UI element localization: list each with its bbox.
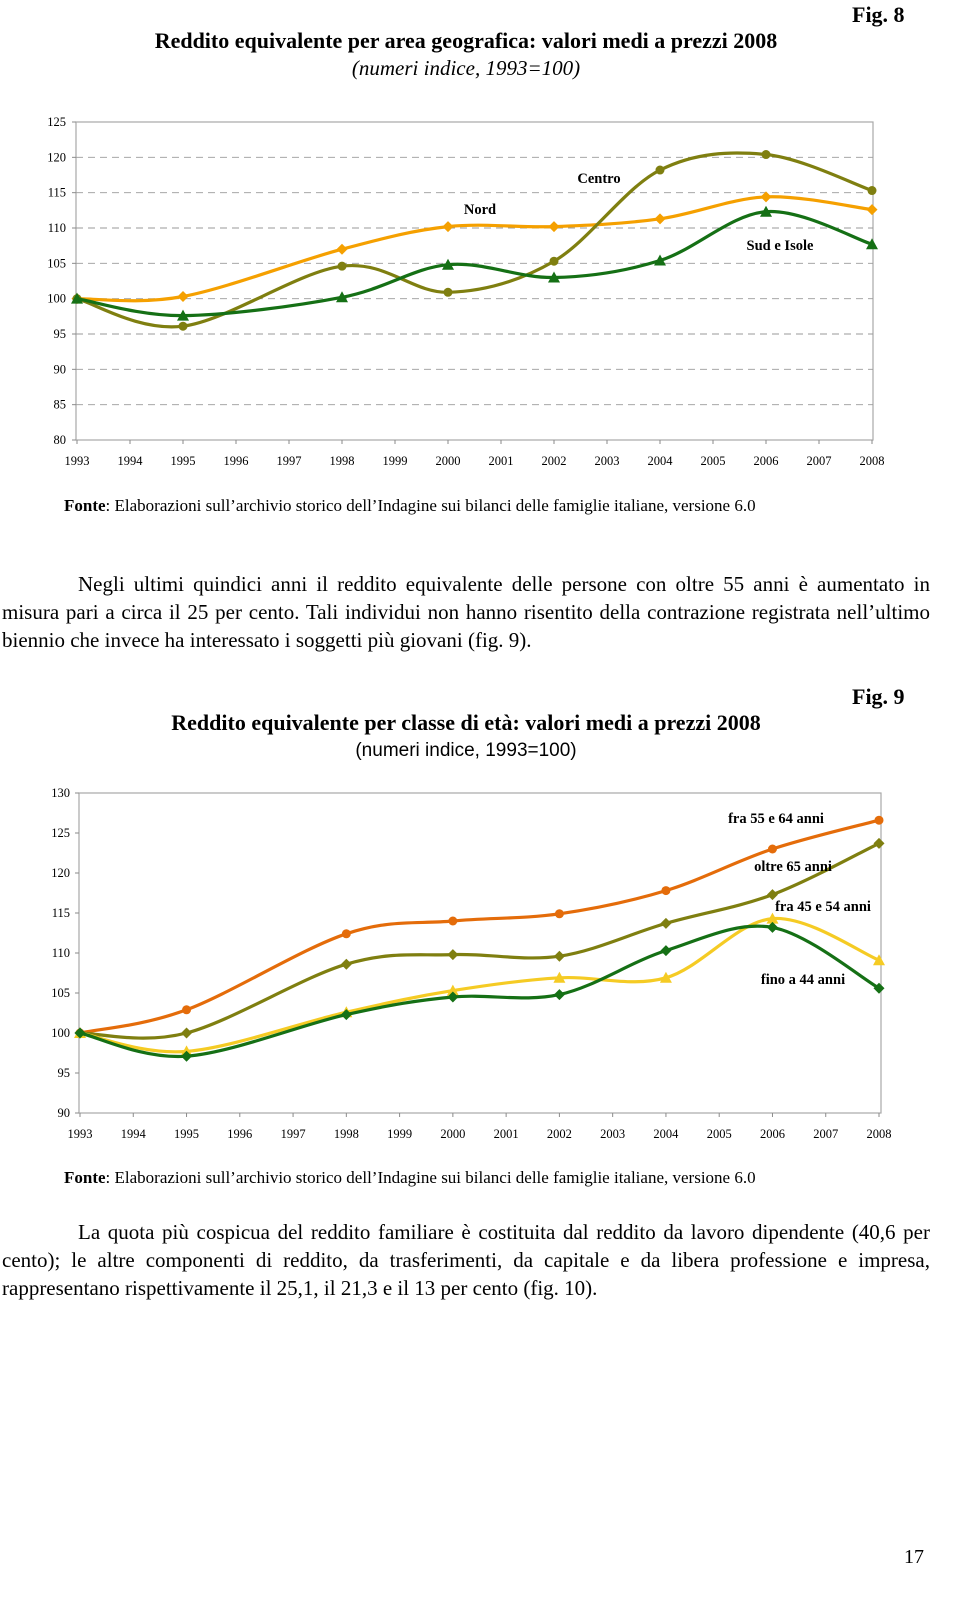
x-tick-label: 1995 bbox=[170, 454, 196, 468]
x-tick-label: 2003 bbox=[600, 1127, 626, 1141]
y-tick-label: 125 bbox=[47, 115, 66, 129]
x-tick-label: 2006 bbox=[759, 1127, 785, 1141]
figure-9-source-text: : Elaborazioni sull’archivio storico dell’Indagine sui bilanci delle famiglie italiane, versione 6.0 bbox=[105, 1168, 756, 1187]
x-tick-label: 1994 bbox=[117, 454, 143, 468]
annotation-sud-e-isole: Sud e Isole bbox=[746, 238, 814, 254]
y-tick-label: 130 bbox=[51, 786, 70, 800]
x-tick-label: 1993 bbox=[67, 1127, 93, 1141]
x-tick-label: 2005 bbox=[706, 1127, 732, 1141]
body-paragraph-1 bbox=[2, 570, 930, 654]
x-tick-label: 2008 bbox=[859, 454, 885, 468]
plot-area bbox=[76, 122, 873, 440]
figure-8-subtitle: (numeri indice, 1993=100) bbox=[351, 56, 581, 80]
figure-9-chart bbox=[0, 780, 960, 1150]
figure-8-source-prefix: Fonte bbox=[64, 496, 106, 515]
figure-8-source bbox=[64, 496, 756, 516]
annotation-centro: Centro bbox=[577, 171, 621, 187]
y-tick-label: 100 bbox=[51, 1026, 70, 1040]
figure-9-subtitle: (numeri indice, 1993=100) bbox=[355, 740, 577, 761]
x-tick-label: 1999 bbox=[387, 1127, 413, 1141]
data-point-fra-55-e-64-anni bbox=[555, 909, 564, 918]
y-tick-label: 90 bbox=[53, 362, 66, 377]
x-tick-label: 2000 bbox=[435, 454, 461, 468]
data-point-fra-55-e-64-anni bbox=[448, 917, 457, 926]
data-point-centro bbox=[444, 288, 453, 297]
x-tick-label: 2001 bbox=[493, 1127, 519, 1141]
x-tick-label: 1999 bbox=[382, 454, 408, 468]
x-tick-label: 2002 bbox=[541, 454, 567, 468]
data-point-fra-55-e-64-anni bbox=[661, 886, 670, 895]
y-tick-label: 105 bbox=[51, 986, 70, 1000]
x-tick-label: 1993 bbox=[64, 454, 90, 468]
y-tick-label: 100 bbox=[47, 291, 66, 306]
paragraph-2-text: La quota più cospicua del reddito familiare è costituita dal reddito da lavoro dipendente (40,6 per cento); le altre componenti di reddito, da trasferimenti, da capitale e da libera professione e impresa, rappresentano rispettivamente il 25,1, il 21,3 e il 13 per cento (fig. 10). bbox=[2, 1220, 930, 1300]
x-tick-label: 1997 bbox=[276, 454, 302, 468]
data-point-centro bbox=[179, 322, 188, 331]
x-tick-label: 2007 bbox=[806, 454, 832, 468]
y-tick-label: 80 bbox=[53, 433, 66, 447]
x-tick-label: 1998 bbox=[329, 454, 355, 468]
data-point-fra-55-e-64-anni bbox=[768, 845, 777, 854]
y-tick-label: 90 bbox=[57, 1106, 70, 1120]
x-tick-label: 2008 bbox=[866, 1127, 892, 1141]
figure-8-source-text: : Elaborazioni sull’archivio storico dell’Indagine sui bilanci delle famiglie italiane, versione 6.0 bbox=[105, 496, 756, 515]
figure-9-title: Reddito equivalente per classe di età: valori medi a prezzi 2008 bbox=[171, 710, 761, 735]
y-tick-label: 115 bbox=[51, 906, 70, 920]
x-tick-label: 2004 bbox=[647, 454, 673, 468]
figure-9-source bbox=[64, 1168, 756, 1188]
y-tick-label: 95 bbox=[53, 327, 66, 341]
x-tick-label: 1998 bbox=[333, 1127, 359, 1141]
data-point-centro bbox=[550, 257, 559, 266]
x-tick-label: 2004 bbox=[653, 1127, 679, 1141]
annotation-fra-45-e-54-anni: fra 45 e 54 anni bbox=[775, 899, 871, 915]
x-tick-label: 1994 bbox=[120, 1127, 146, 1141]
figure-8-label: Fig. 8 bbox=[852, 2, 905, 27]
figure-8-title: Reddito equivalente per area geografica: valori medi a prezzi 2008 bbox=[154, 28, 778, 53]
figure-9-label: Fig. 9 bbox=[852, 684, 905, 709]
x-tick-label: 2006 bbox=[753, 454, 779, 468]
x-tick-label: 2007 bbox=[813, 1127, 839, 1141]
data-point-fra-55-e-64-anni bbox=[182, 1005, 191, 1014]
x-tick-label: 1996 bbox=[223, 454, 249, 468]
figure-9-source-prefix: Fonte bbox=[64, 1168, 106, 1187]
data-point-centro bbox=[762, 150, 771, 159]
x-tick-label: 2005 bbox=[700, 454, 726, 468]
x-tick-label: 2001 bbox=[488, 454, 514, 468]
data-point-centro bbox=[656, 166, 665, 175]
x-tick-label: 2003 bbox=[594, 454, 620, 468]
y-tick-label: 110 bbox=[51, 946, 70, 960]
x-tick-label: 1996 bbox=[227, 1127, 253, 1141]
annotation-nord: Nord bbox=[463, 202, 497, 218]
data-point-fra-55-e-64-anni bbox=[342, 929, 351, 938]
y-tick-label: 110 bbox=[47, 221, 66, 235]
plot-area bbox=[79, 793, 881, 1113]
y-tick-label: 125 bbox=[51, 826, 70, 840]
page-number: 17 bbox=[904, 1546, 924, 1568]
x-tick-label: 1997 bbox=[280, 1127, 306, 1141]
x-tick-label: 1995 bbox=[174, 1127, 200, 1141]
y-tick-label: 120 bbox=[47, 150, 66, 165]
annotation-oltre-65-anni: oltre 65 anni bbox=[754, 859, 832, 875]
x-tick-label: 2002 bbox=[546, 1127, 572, 1141]
y-tick-label: 120 bbox=[51, 866, 70, 880]
paragraph-1-text: Negli ultimi quindici anni il reddito equivalente delle persone con oltre 55 anni è aumentato in misura pari a circa il 25 per cento. Tali individui non hanno risentito della contrazione registrata nell’ultimo biennio che invece ha interessato i soggetti più giovani (fig. 9). bbox=[2, 572, 930, 652]
annotation-fra-55-e-64-anni: fra 55 e 64 anni bbox=[728, 811, 824, 827]
y-tick-label: 95 bbox=[57, 1066, 70, 1080]
y-tick-label: 115 bbox=[47, 185, 66, 200]
data-point-centro bbox=[868, 186, 877, 195]
x-tick-label: 2000 bbox=[440, 1127, 466, 1141]
body-paragraph-2 bbox=[2, 1218, 930, 1302]
y-tick-label: 85 bbox=[53, 397, 66, 412]
data-point-centro bbox=[338, 262, 347, 271]
y-tick-label: 105 bbox=[47, 256, 66, 271]
data-point-fra-55-e-64-anni bbox=[875, 816, 884, 825]
figure-8-chart bbox=[0, 105, 960, 475]
annotation-fino-a-44-anni: fino a 44 anni bbox=[760, 972, 846, 988]
